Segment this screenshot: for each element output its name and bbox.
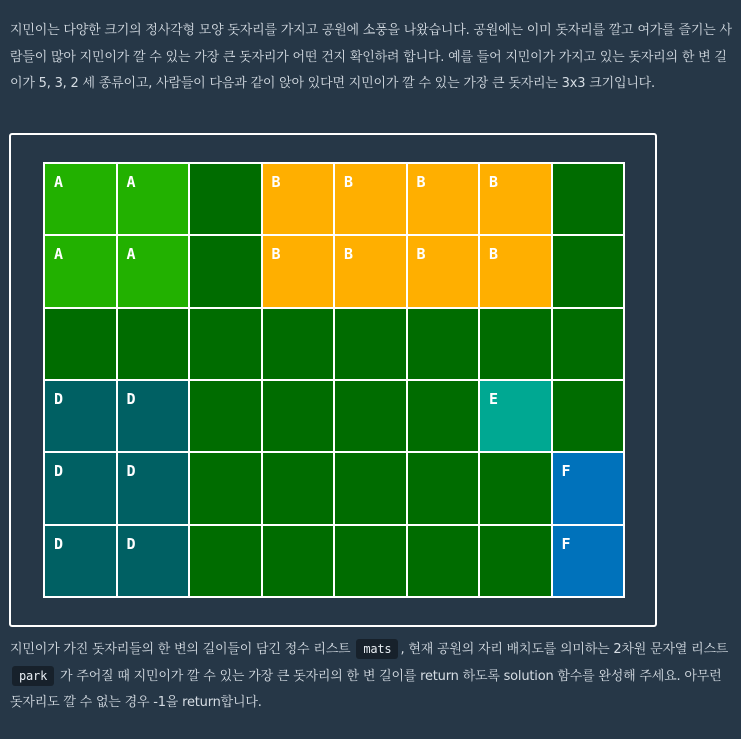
code-mats: mats	[356, 639, 398, 659]
park-cell-empty	[480, 526, 551, 596]
park-cell-a	[45, 164, 116, 234]
park-cell-f	[553, 453, 624, 523]
park-cell-empty	[480, 309, 551, 379]
park-cell-label: B	[271, 245, 281, 264]
park-cell-label: B	[271, 173, 281, 191]
park-cell-label: A	[126, 245, 136, 264]
park-cell-d	[45, 381, 116, 451]
park-cell-f	[553, 526, 624, 596]
description-paragraph	[10, 637, 734, 717]
park-cell-empty	[553, 309, 624, 379]
intro-paragraph: 지민이는 다양한 크기의 정사각형 모양 돗자리를 가지고 공원에 소풍을 나왔습니다. 공원에는 이미 돗자리를 깔고 여가를 즐기는 사람들이 많아 지민이가 깔 수 있는 가장 큰 돗자리가 어떤 건지 확인하려 합니다. 예를 들어 지민이가 가지고 있는 돗자리의 한 변 길이가 5, 3, 2 세 종류이고, 사람들이 다음과 같이 앉아 있다면 지민이가 깔 수 있는 가장 큰 돗자리는 3x3 크기입니다.	[10, 23, 732, 91]
park-cell-empty	[335, 453, 406, 523]
park-cell-empty	[45, 309, 116, 379]
park-cell-label: D	[54, 390, 64, 408]
park-cell-empty	[190, 453, 261, 523]
park-cell-empty	[190, 381, 261, 451]
description-text-1: 지민이가 가진 돗자리들의 한 변의 길이들이 담긴 정수 리스트	[10, 642, 351, 657]
park-cell-label: D	[54, 462, 64, 481]
park-cell-empty	[190, 164, 261, 234]
park-cell-d	[118, 526, 189, 596]
park-cell-label: A	[126, 173, 136, 191]
park-cell-empty	[190, 309, 261, 379]
park-cell-d	[45, 453, 116, 523]
park-cell-a	[118, 236, 189, 306]
park-cell-b	[480, 236, 551, 306]
code-park: park	[12, 666, 54, 686]
park-cell-b	[480, 164, 551, 234]
park-cell-empty	[408, 309, 479, 379]
park-cell-empty	[335, 309, 406, 379]
park-cell-empty	[480, 453, 551, 523]
park-cell-label: D	[54, 534, 64, 553]
park-cell-empty	[263, 309, 334, 379]
park-cell-empty	[408, 381, 479, 451]
park-cell-label: B	[344, 173, 354, 191]
park-cell-empty	[553, 381, 624, 451]
park-cell-label: F	[561, 534, 571, 553]
park-cell-b	[335, 164, 406, 234]
park-cell-label: A	[54, 173, 64, 191]
park-cell-label: B	[416, 245, 426, 264]
description-text-2: , 현재 공원의 자리 배치도를 의미하는 2차원 문자열 리스트	[400, 642, 729, 657]
park-cell-empty	[553, 236, 624, 306]
park-cell-empty	[335, 381, 406, 451]
park-cell-b	[335, 236, 406, 306]
park-cell-a	[45, 236, 116, 306]
park-cell-d	[45, 526, 116, 596]
park-cell-empty	[263, 453, 334, 523]
park-cell-empty	[118, 309, 189, 379]
park-cell-empty	[190, 236, 261, 306]
park-cell-label: E	[489, 390, 499, 408]
park-cell-empty	[408, 526, 479, 596]
park-cell-d	[118, 381, 189, 451]
park-cell-empty	[190, 526, 261, 596]
park-cell-b	[408, 236, 479, 306]
park-cell-b	[263, 236, 334, 306]
park-cell-label: D	[126, 390, 136, 408]
park-cell-a	[118, 164, 189, 234]
park-cell-empty	[263, 526, 334, 596]
park-cell-empty	[408, 453, 479, 523]
park-cell-label: B	[489, 245, 499, 264]
park-cell-label: A	[54, 245, 64, 264]
park-cell-empty	[553, 164, 624, 234]
park-cell-label: B	[416, 173, 426, 191]
park-cell-e	[480, 381, 551, 451]
park-cell-label: D	[126, 534, 136, 553]
park-cell-label: F	[561, 462, 571, 481]
park-cell-label: D	[126, 462, 136, 481]
park-cell-empty	[263, 381, 334, 451]
park-cell-empty	[335, 526, 406, 596]
park-grid	[43, 162, 625, 598]
park-cell-d	[118, 453, 189, 523]
park-cell-b	[408, 164, 479, 234]
park-cell-label: B	[489, 173, 499, 191]
park-cell-label: B	[344, 245, 354, 264]
description-text-3: 가 주어질 때 지민이가 깔 수 있는 가장 큰 돗자리의 한 변 길이를 return 하도록 solution 함수를 완성해 주세요. 아무런 돗자리도 깔 수 없는 경우 -1을 return합니다.	[10, 668, 722, 710]
park-cell-b	[263, 164, 334, 234]
